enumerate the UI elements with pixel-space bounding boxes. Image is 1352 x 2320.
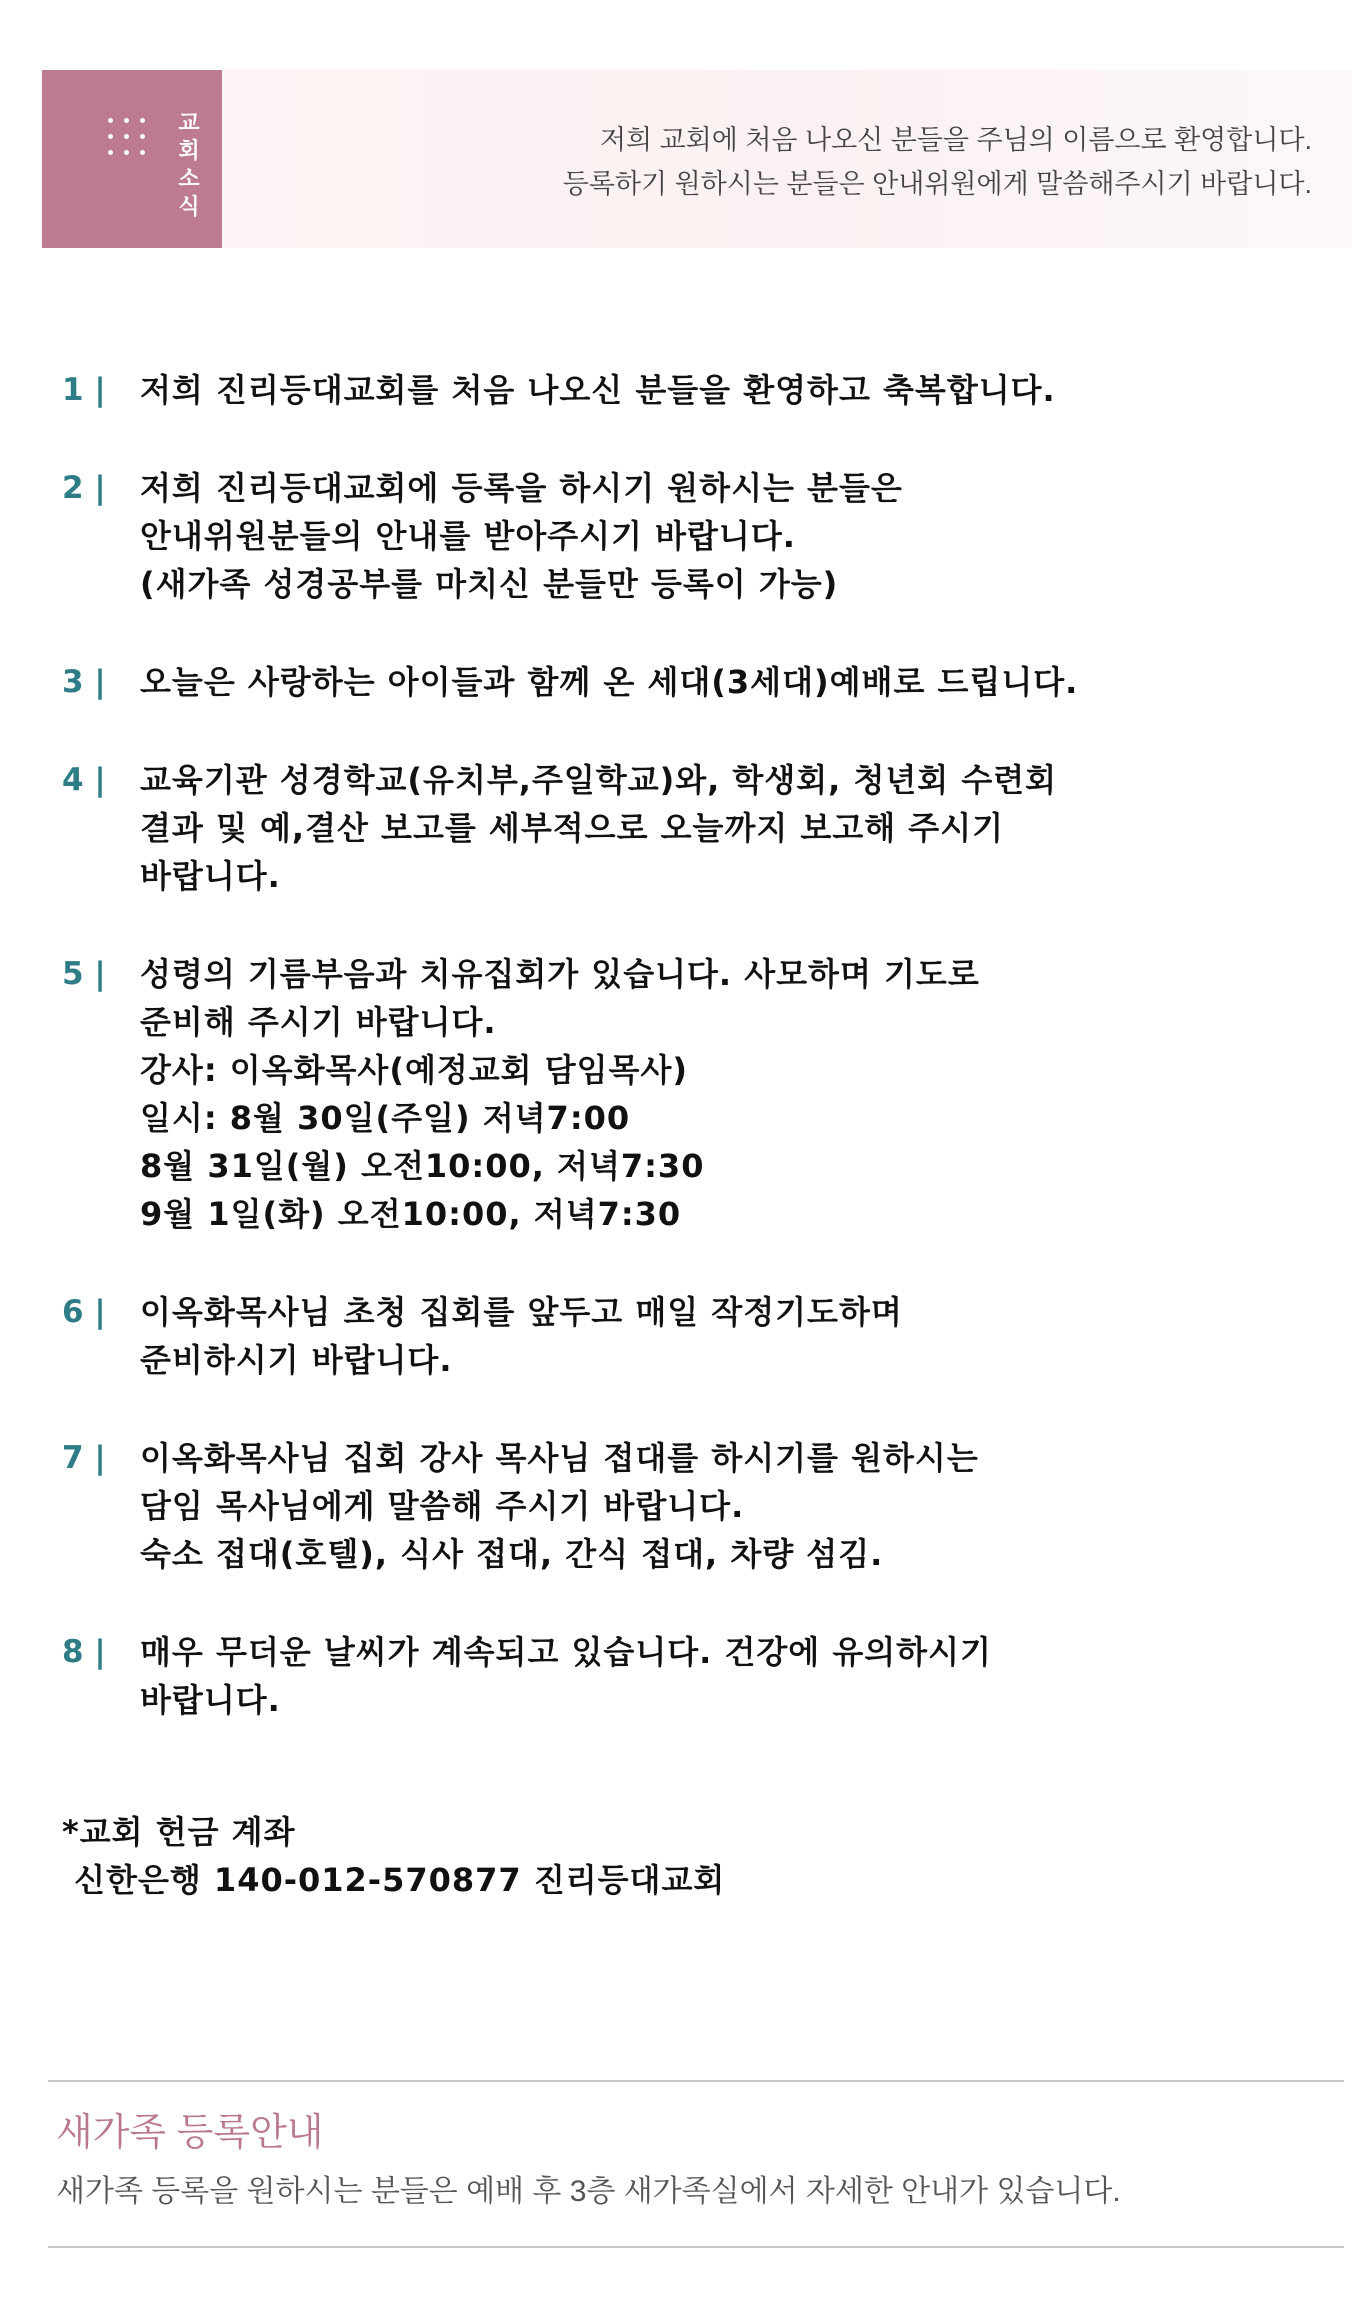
welcome-line: 등록하기 원하시는 분들은 안내위원에게 말씀해주시기 바랍니다. (562, 169, 1312, 199)
notice-item (62, 1288, 1322, 1384)
notice-item (62, 658, 1322, 706)
account-label: *교회 헌금 계좌 (62, 1813, 296, 1851)
notice-number: 8 | (62, 1634, 106, 1670)
notice-item (62, 756, 1322, 900)
divider (48, 2080, 1344, 2082)
dot-grid-icon (108, 118, 156, 166)
notice-text: 바랍니다. (140, 1681, 281, 1719)
notice-text: 안내위원분들의 안내를 받아주시기 바랍니다. (140, 517, 796, 555)
notice-number: 4 | (62, 762, 106, 798)
notice-number: 7 | (62, 1440, 106, 1476)
notice-text: 저희 진리등대교회를 처음 나오신 분들을 환영하고 축복합니다. (140, 371, 1056, 409)
notice-text: 바랍니다. (140, 857, 281, 895)
notice-number: 2 | (62, 470, 106, 506)
schedule-line: 9월 1일(화) 오전10:00, 저녁7:30 (140, 1195, 682, 1233)
notice-item (62, 950, 1322, 1238)
notice-text: 이옥화목사님 초청 집회를 앞두고 매일 작정기도하며 (140, 1293, 903, 1331)
schedule-line: 8월 31일(월) 오전10:00, 저녁7:30 (140, 1147, 705, 1185)
notice-text: 성령의 기름부음과 치유집회가 있습니다. 사모하며 기도로 (140, 955, 980, 993)
welcome-message (563, 118, 1312, 206)
notice-number: 6 | (62, 1294, 106, 1330)
notice-item (62, 366, 1322, 414)
speaker-line: 강사: 이옥화목사(예정교회 담임목사) (140, 1051, 689, 1089)
registration-text: 새가족 등록을 원하시는 분들은 예배 후 3층 새가족실에서 자세한 안내가 있습니다. (56, 2175, 1121, 2208)
notice-list (62, 366, 1322, 1774)
notice-number: 1 | (62, 372, 106, 408)
notice-text: 오늘은 사랑하는 아이들과 함께 온 세대(3세대)예배로 드립니다. (140, 663, 1079, 701)
registration-title: 새가족 등록안내 (56, 2112, 324, 2154)
badge-label: 교회소식 (178, 111, 200, 220)
notice-number: 5 | (62, 956, 106, 992)
notice-text: (새가족 성경공부를 마치신 분들만 등록이 가능) (140, 565, 839, 603)
divider (48, 2246, 1344, 2248)
notice-text: 준비해 주시기 바랍니다. (140, 1003, 497, 1041)
notice-item (62, 1628, 1322, 1724)
notice-number: 3 | (62, 664, 106, 700)
notice-item (62, 464, 1322, 608)
notice-text: 결과 및 예,결산 보고를 세부적으로 오늘까지 보고해 주시기 (140, 809, 1005, 847)
notice-text: 준비하시기 바랍니다. (140, 1341, 453, 1379)
notice-text: 교육기관 성경학교(유치부,주일학교)와, 학생회, 청년회 수련회 (140, 761, 1058, 799)
news-badge (42, 70, 222, 248)
notice-text: 담임 목사님에게 말씀해 주시기 바랍니다. (140, 1487, 745, 1525)
schedule-line: 일시: 8월 30일(주일) 저녁7:00 (140, 1099, 631, 1137)
notice-item (62, 1434, 1322, 1578)
offering-account (62, 1808, 725, 1904)
notice-text: 매우 무더운 날씨가 계속되고 있습니다. 건강에 유의하시기 (140, 1633, 992, 1671)
account-detail: 신한은행 140-012-570877 진리등대교회 (62, 1861, 726, 1899)
notice-text: 숙소 접대(호텔), 식사 접대, 간식 접대, 차량 섬김. (140, 1535, 884, 1573)
notice-text: 이옥화목사님 집회 강사 목사님 접대를 하시기를 원하시는 (140, 1439, 979, 1477)
notice-text: 저희 진리등대교회에 등록을 하시기 원하시는 분들은 (140, 469, 903, 507)
welcome-line: 저희 교회에 처음 나오신 분들을 주님의 이름으로 환영합니다. (599, 125, 1312, 155)
